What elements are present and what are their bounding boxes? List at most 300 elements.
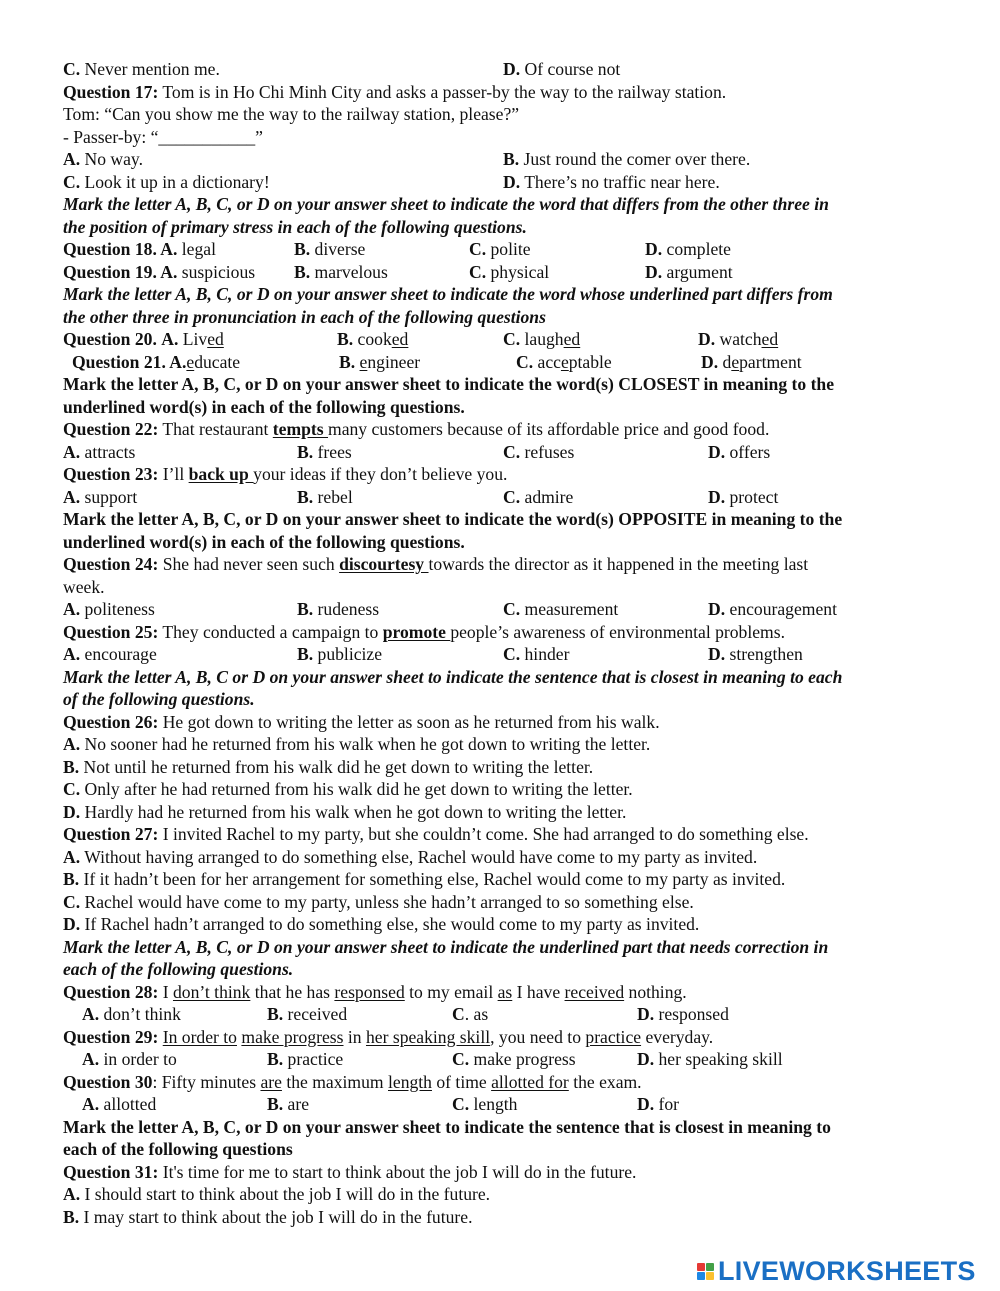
text-segment [63,396,465,419]
text-run: A. [82,1004,100,1024]
text-run: ptable [568,351,612,372]
text-run: C. [63,779,81,799]
text-run: Mark the letter A, B, C, or D on your answer sheet to indicate the underlined part that needs correction in [63,936,829,957]
underlined-text: e [186,351,195,372]
text-run: protect [725,486,779,507]
text-run: strengthen [725,644,803,664]
text-segment [63,1138,293,1161]
text-line [63,643,943,666]
text-segment [469,238,531,261]
text-run: There’s no traffic near here. [520,171,720,192]
text-run: that he has [250,981,335,1002]
text-run: Question 29: [63,1026,159,1047]
text-segment [63,598,155,621]
text-run: B. [63,756,80,777]
text-segment [503,58,620,81]
text-run: everyday. [641,1026,714,1047]
text-segment [63,621,785,644]
logo-square-green [706,1263,714,1271]
text-segment [63,1026,713,1049]
text-line [63,823,943,846]
text-segment [267,1093,309,1116]
text-run: cook [353,329,392,349]
text-segment [63,981,687,1004]
text-run: A. [63,149,81,169]
text-run: A. [63,734,81,754]
text-run: I should start to think about the job I will do in the future. [80,1184,491,1204]
text-run: Tom is in Ho Chi Minh City and asks a passer-by the way to the railway station. [158,81,727,102]
underlined-text: make progress [241,1026,344,1047]
text-run: each of the following questions [63,1139,293,1159]
text-run: C. [503,644,521,664]
text-run: legal [177,239,216,259]
text-segment [63,531,465,554]
text-segment [297,643,382,666]
text-run: I [158,981,173,1002]
text-line [63,148,943,171]
text-run: Never mention me. [80,59,220,79]
underlined-text: In order to [162,1026,237,1047]
text-run: It's time for me to start to think about the job I will do in the future. [158,1161,637,1182]
text-line [63,171,943,194]
text-run: diverse [310,239,366,259]
underlined-text: back up [188,464,254,484]
text-line [63,891,943,914]
text-run: B. [297,441,314,462]
text-run: the position of primary stress in each of the following questions. [63,216,527,237]
text-run: That restaurant [158,419,273,439]
text-line [63,1161,943,1184]
text-line [63,103,943,126]
text-run: C. [503,486,521,507]
text-segment [63,463,507,486]
text-run: d [718,351,732,372]
text-segment [63,553,808,576]
text-run: A. [63,846,81,867]
text-segment [503,598,618,621]
text-segment [63,756,593,779]
text-run: to my email [404,981,498,1002]
text-line [63,846,943,869]
text-line [63,1138,943,1161]
text-segment [645,261,733,284]
text-run: Question 22: [63,419,159,439]
text-run: A. [63,486,81,507]
text-line [63,756,943,779]
text-run: many customers because of its affordable price and good food. [328,419,770,439]
underlined-text: practice [585,1026,642,1047]
text-segment [82,1048,177,1071]
text-run: suspicious [177,261,256,282]
text-segment [469,261,549,284]
text-run: C. [63,891,81,912]
text-run: in order to [99,1049,177,1069]
text-run: C. [469,239,487,259]
text-run: underlined word(s) in each of the following questions. [63,531,465,552]
text-run: A. [63,644,81,664]
underlined-text: promote [382,621,451,642]
text-run: D. [63,801,81,822]
text-run: I’ll [158,464,189,484]
text-run: D. [645,261,663,282]
text-run: C. [63,171,81,192]
text-line [63,373,943,396]
text-run: D. [503,59,521,79]
text-line [63,801,943,824]
text-line [63,913,943,936]
text-segment [63,1116,831,1139]
text-segment [452,1093,517,1116]
text-run: He got down to writing the letter as soon as he returned from his walk. [158,711,660,732]
text-line [63,598,943,621]
text-run: Question 19. A. [63,261,178,282]
text-run: allotted [99,1094,157,1114]
text-segment [297,486,353,509]
text-run: encourage [80,644,157,664]
text-run: A. [63,599,81,619]
text-run: B. [337,329,354,349]
text-run: C. [503,329,521,349]
text-run: D. [645,239,663,259]
text-segment [63,936,828,959]
text-run: : Fifty minutes [152,1071,261,1092]
text-run: A. [82,1049,100,1069]
text-segment [63,801,626,824]
text-run: B. [267,1094,284,1114]
text-run: of time [431,1071,492,1092]
underlined-text: discourtesy [339,554,429,574]
text-run: D. [708,441,726,462]
text-run: hinder [520,644,570,664]
text-run: . as [464,1004,489,1024]
underlined-text: ed [761,329,779,349]
text-run: rudeness [313,599,380,619]
text-line [63,1206,943,1229]
liveworksheets-logo[interactable] [697,1257,976,1285]
text-run: the other three in pronunciation in each of the following questions [63,306,546,327]
text-run: C. [452,1049,470,1069]
text-run: length [469,1094,518,1114]
text-segment [63,643,157,666]
text-run: rebel [313,486,353,507]
text-run: C. [63,59,81,79]
text-run: Question 30 [63,1071,153,1092]
logo-square-yellow [706,1272,714,1280]
text-run: practice [283,1049,344,1069]
text-run: C [452,1004,465,1024]
text-segment [267,1048,343,1071]
text-run: physical [486,261,550,282]
text-run: , you need to [490,1026,586,1047]
text-segment [63,171,270,194]
text-segment [63,81,726,104]
text-segment [503,171,720,194]
text-run: in [343,1026,366,1047]
text-run: Mark the letter A, B, C, or D on your answer sheet to indicate the word(s) OPPOSITE in meaning to the [63,509,843,529]
text-segment [503,441,574,464]
text-segment [297,441,352,464]
underlined-text: e [359,351,368,372]
text-segment [63,913,699,936]
text-segment [63,778,633,801]
text-run: B. [63,869,80,889]
text-segment [63,711,660,734]
underlined-text: received [564,981,625,1002]
underlined-text: e [731,351,740,372]
text-line [63,576,943,599]
text-run: frees [313,441,352,462]
text-run: of the following questions. [63,689,255,709]
text-run: Hardly had he returned from his walk when he got down to writing the letter. [80,801,627,822]
text-run: Question 23: [63,464,159,484]
text-line [63,216,943,239]
text-segment [708,441,770,464]
text-line [63,1116,943,1139]
text-segment [63,846,757,869]
text-run: D. [63,914,81,934]
text-run: A. [82,1094,100,1114]
underlined-text: her speaking skill [365,1026,491,1047]
text-segment [297,598,379,621]
text-segment [63,733,650,756]
underlined-text: ed [391,329,409,349]
underlined-text: ed [207,329,224,349]
text-line [63,531,943,554]
underlined-text: don’t think [172,981,251,1002]
text-line [63,441,943,464]
text-segment [339,351,420,374]
text-run: encouragement [725,599,837,619]
text-run: Question 21. A. [72,351,187,372]
text-segment [708,598,837,621]
text-run: D. [637,1004,655,1024]
text-run: admire [520,486,574,507]
logo-text: LIVEWORKSHEETS [718,1255,976,1286]
text-run: polite [486,239,531,259]
text-segment [63,688,255,711]
text-line [63,306,943,329]
text-run: the exam. [568,1071,642,1092]
text-run: Mark the letter A, B, C, or D on your answer sheet to indicate the sentence that is closest in meaning to [63,1116,831,1137]
text-segment [708,643,803,666]
text-run: Question 28: [63,981,159,1002]
text-segment [72,351,240,374]
text-run: Of course not [520,59,621,79]
text-segment [63,103,519,126]
text-segment [294,261,388,284]
text-run: partment [739,351,802,372]
text-segment [63,823,809,846]
text-run: A. [161,329,179,349]
underlined-text: are [260,1071,282,1092]
text-run: B. [267,1004,284,1024]
text-segment [63,216,527,239]
text-run: B. [267,1049,284,1069]
text-run: watch [715,329,762,349]
text-segment [63,283,833,306]
text-segment [294,238,365,261]
text-run: D. [708,644,726,664]
text-run: laugh [520,329,564,349]
text-run: Just round the comer over there. [519,149,751,169]
text-line [63,711,943,734]
text-run: I have [512,981,565,1002]
text-run: received [283,1004,348,1024]
text-run: her speaking skill [654,1049,783,1069]
text-run: B. [297,486,314,507]
text-line [63,868,943,891]
text-line [63,1093,943,1116]
text-run: Look it up in a dictionary! [80,171,270,192]
text-line [63,688,943,711]
text-run: They conducted a campaign to [158,621,383,642]
text-line [63,58,943,81]
text-run: B. [294,239,311,259]
text-run: C. [516,351,534,372]
text-run: C. [503,599,521,619]
underlined-text: as [497,981,513,1002]
text-run: week. [63,576,105,597]
text-run: Question 18. A. [63,239,178,259]
text-line [63,81,943,104]
text-segment [503,643,569,666]
text-segment [63,1161,636,1184]
text-line [63,328,943,351]
text-segment [708,486,778,509]
text-line [63,958,943,981]
text-line [63,1183,943,1206]
text-line [63,283,943,306]
text-run: No sooner had he returned from his walk when he got down to writing the letter. [80,734,651,754]
text-run: D. [698,329,716,349]
text-run: Without having arranged to do something else, Rachel would have come to my party as invited. [80,846,758,867]
text-segment [63,193,829,216]
text-segment [63,328,224,351]
text-run: C. [452,1094,470,1114]
text-run: C. [503,441,521,462]
text-run: each of the following questions. [63,959,294,979]
text-segment [82,1093,156,1116]
worksheet-page [63,58,943,1228]
text-run: responsed [654,1004,729,1024]
text-segment [503,148,750,171]
text-run: make progress [469,1049,576,1069]
text-run: Only after he had returned from his walk did he get down to writing the letter. [80,779,633,799]
text-run: are [283,1094,310,1114]
text-line [63,126,943,149]
text-run: She had never seen such [158,554,340,574]
text-run: Mark the letter A, B, C, or D on your answer sheet to indicate the word that differs from the other three in [63,194,829,214]
text-run: politeness [80,599,155,619]
text-run: A. [63,441,81,462]
liveworksheets-logo-icon [697,1263,714,1280]
text-segment [63,148,143,171]
text-line [63,261,943,284]
text-run: acc [533,351,561,372]
text-run: Question 20. [63,329,157,349]
text-segment [645,238,731,261]
text-segment [63,126,263,149]
text-run: B. [294,261,311,282]
text-run: attracts [80,441,136,462]
text-line [63,981,943,1004]
text-run: complete [662,239,731,259]
text-segment [63,508,842,531]
text-segment [82,1003,181,1026]
text-run: B. [297,599,314,619]
text-run: B. [503,149,520,169]
text-segment [637,1003,729,1026]
text-run: your ideas if they don’t believe you. [253,464,508,484]
text-run: towards the director as it happened in the meeting last [428,554,809,574]
text-run: Mark the letter A, B, C, or D on your answer sheet to indicate the word(s) CLOSEST in meaning to the [63,374,835,394]
text-segment [63,891,694,914]
underlined-text: responsed [334,981,405,1002]
text-run: If it hadn’t been for her arrangement for something else, Rachel would come to my party as invited. [79,869,786,889]
text-run: If Rachel hadn’t arranged to do something else, she would come to my party as invited. [80,914,700,934]
text-run: support [80,486,138,507]
text-segment [637,1093,679,1116]
text-run: D. [637,1094,655,1114]
text-line [63,508,943,531]
text-line [63,666,943,689]
text-run: Question 31: [63,1161,159,1182]
text-line [63,486,943,509]
text-line [63,396,943,419]
text-segment [701,351,802,374]
text-run: marvelous [310,261,388,282]
text-line [63,193,943,216]
text-segment [63,373,834,396]
text-run: D. [637,1049,655,1069]
text-run: D. [701,351,719,372]
text-segment [63,868,785,891]
text-run: Mark the letter A, B, C or D on your answer sheet to indicate the sentence that is closest in meaning to each [63,666,843,687]
text-segment [63,1071,642,1094]
text-run: Tom: “Can you show me the way to the railway station, please?” [63,104,520,124]
text-run: Question 24: [63,554,159,574]
text-segment [63,441,135,464]
text-run: ngineer [367,351,421,372]
text-run: Not until he returned from his walk did he get down to writing the letter. [79,756,594,777]
text-run: don’t think [99,1004,181,1024]
text-segment [503,486,573,509]
text-segment [516,351,612,374]
text-segment [503,328,580,351]
text-segment [63,58,220,81]
text-run: Question 27: [63,824,159,844]
text-run: No way. [80,149,143,169]
text-line [63,463,943,486]
underlined-text: allotted for [491,1071,569,1092]
text-run: measurement [520,599,619,619]
text-run: offers [725,441,771,462]
text-segment [63,958,293,981]
text-line [63,1026,943,1049]
text-segment [63,238,216,261]
text-line [63,778,943,801]
text-run: I may start to think about the job I will do in the future. [79,1206,473,1227]
text-segment [452,1003,488,1026]
text-run: D. [708,486,726,507]
text-segment [452,1048,576,1071]
text-run: Question 26: [63,711,159,732]
text-run: D. [708,599,726,619]
text-run: nothing. [624,981,687,1002]
text-line [63,936,943,959]
text-run: ducate [194,351,241,372]
text-run: Rachel would have come to my party, unless she hadn’t arranged to so something else. [80,891,694,912]
